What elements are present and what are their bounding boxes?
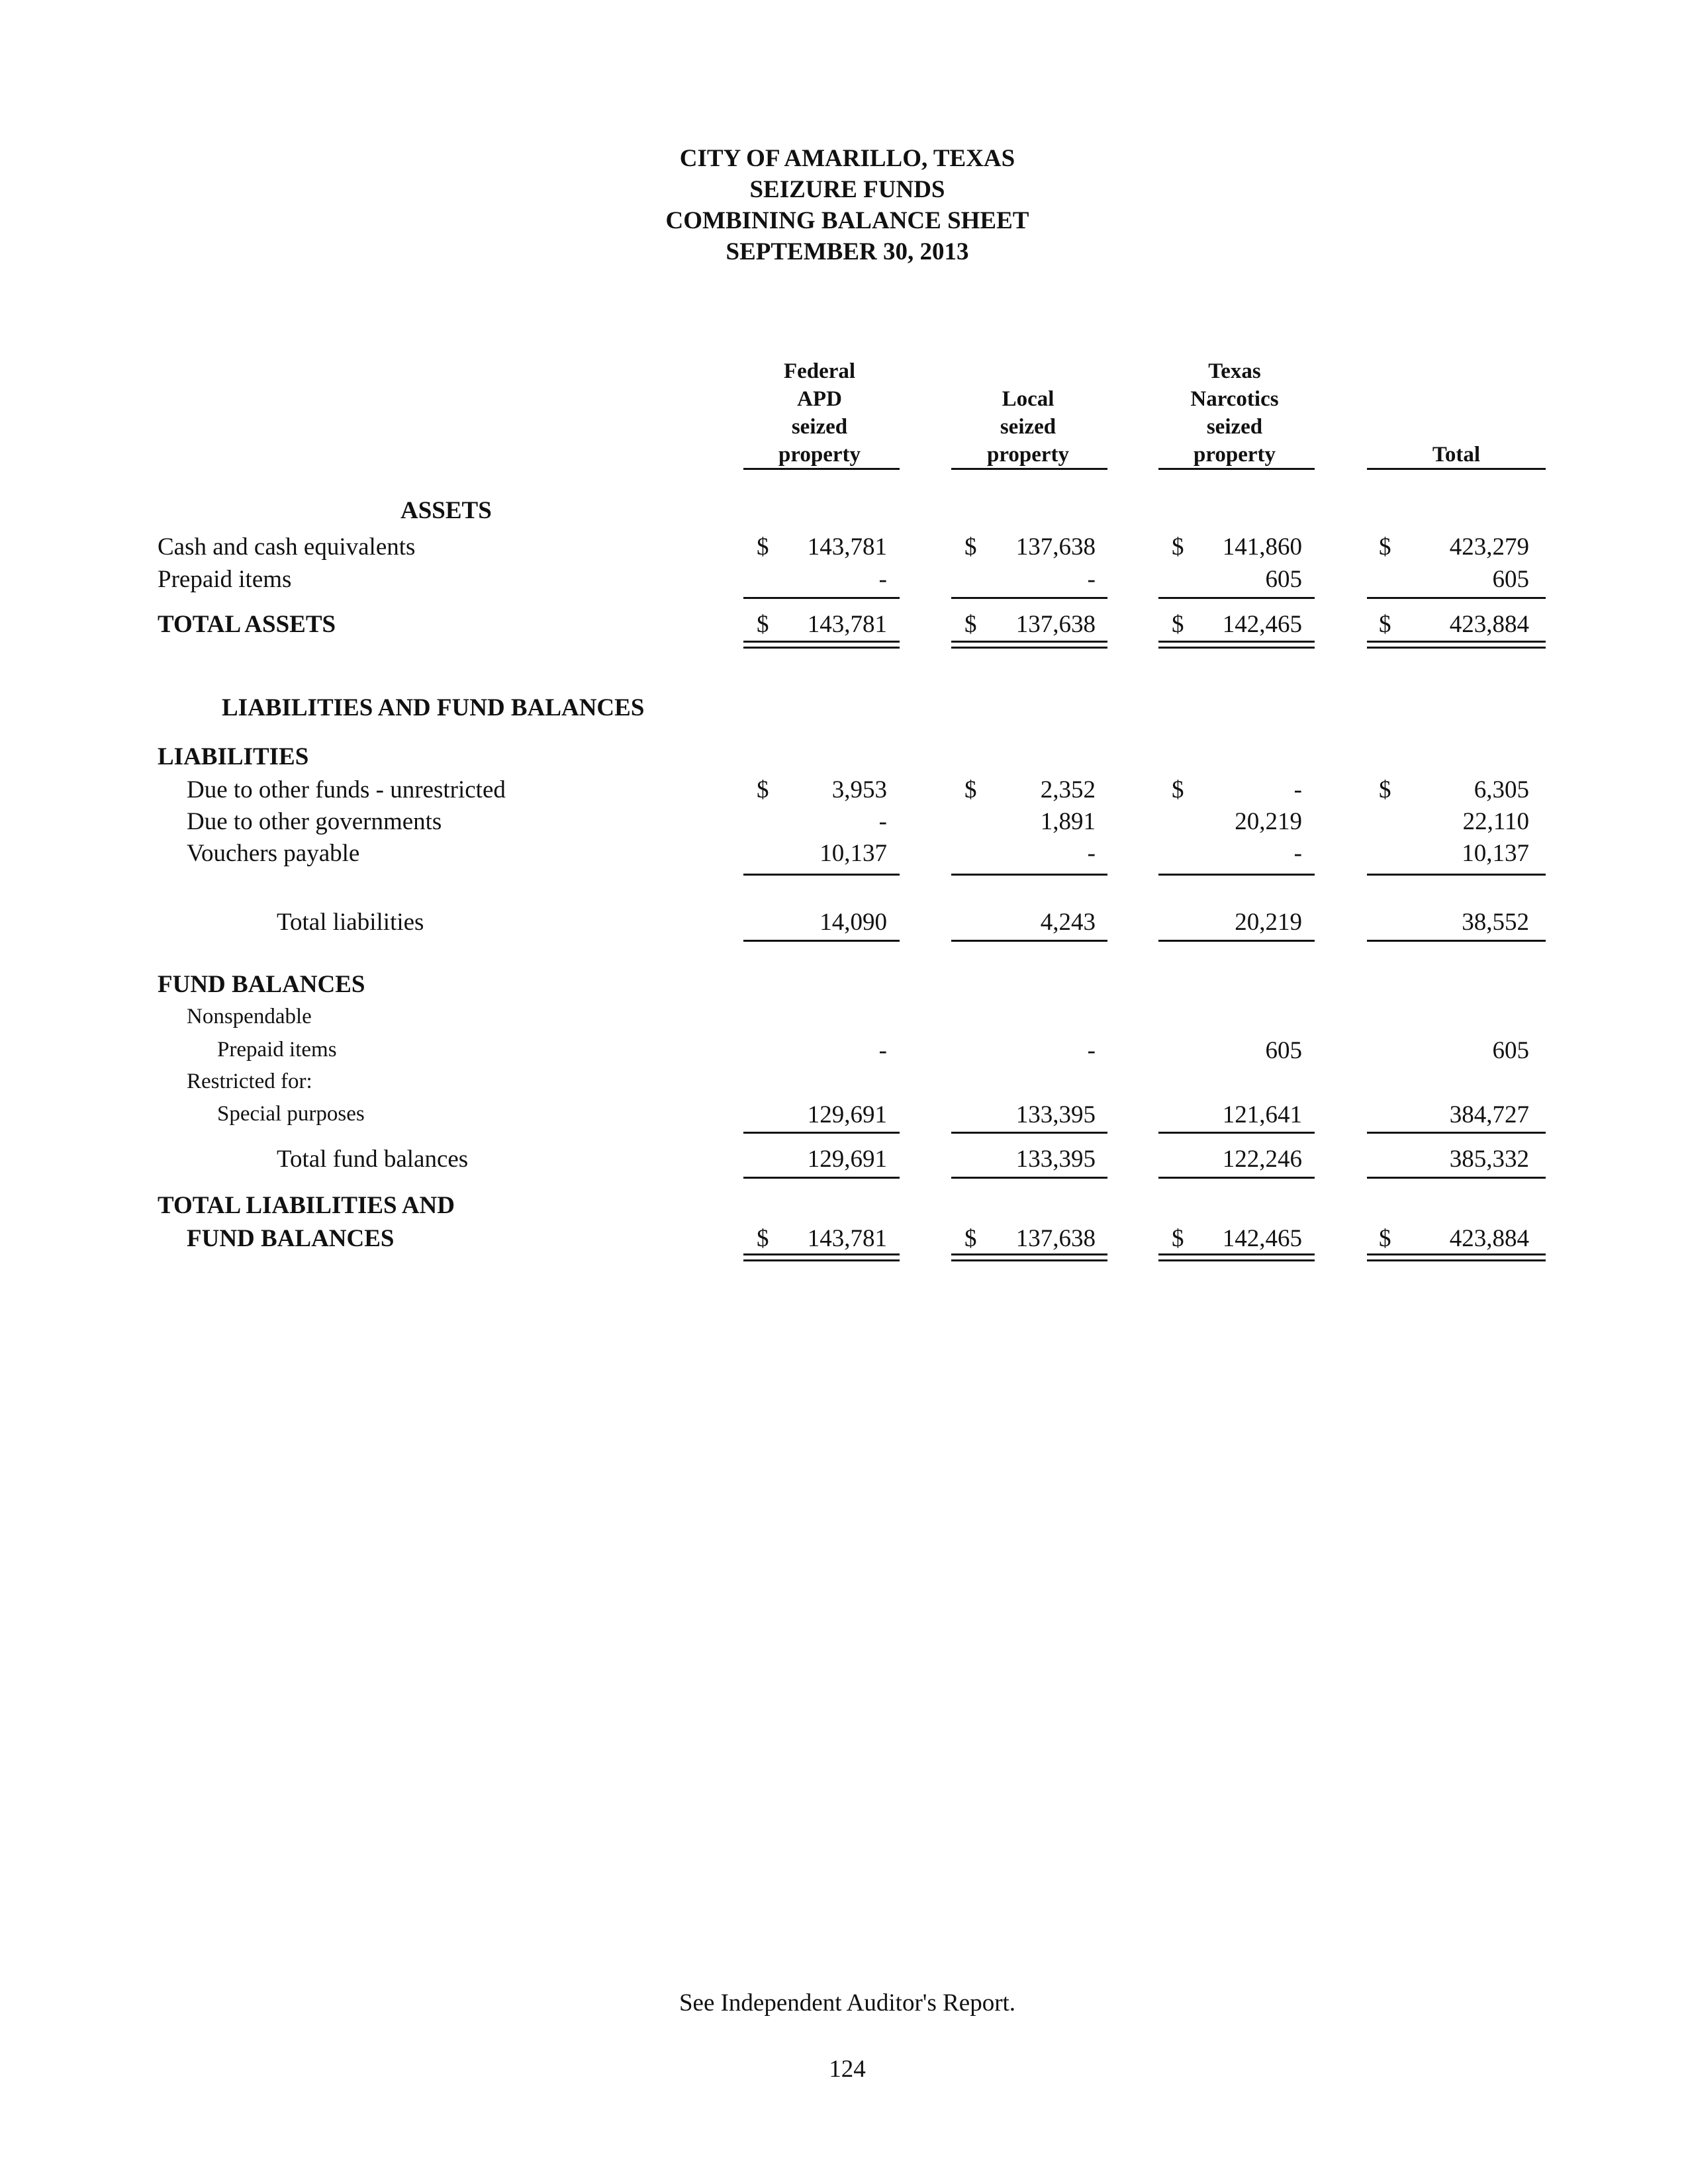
subtotal-rule (951, 940, 1107, 942)
currency-symbol: $ (964, 776, 977, 803)
section-heading-liabilities: LIABILITIES (158, 743, 309, 770)
cell-value: 129,691 (807, 1101, 887, 1128)
cell-value: 1,891 (1040, 808, 1096, 835)
header-underline (951, 468, 1107, 470)
title-line-city: CITY OF AMARILLO, TEXAS (679, 145, 1015, 172)
cell-value: - (878, 1037, 887, 1064)
total-double-rule (743, 641, 900, 649)
row-label-total-liabilities: Total liabilities (277, 909, 424, 936)
cell-value: 605 (1492, 1037, 1529, 1064)
cell-value: 10,137 (820, 840, 887, 867)
currency-symbol: $ (1172, 533, 1184, 561)
currency-symbol: $ (1172, 611, 1184, 638)
row-label-prepaid: Prepaid items (158, 566, 292, 593)
subtotal-rule (951, 874, 1107, 876)
cell-value: 6,305 (1474, 776, 1529, 803)
row-label-total-liabilities-fund-balances: TOTAL LIABILITIES AND (158, 1192, 455, 1219)
cell-value: 137,638 (1015, 611, 1096, 638)
row-label-cash: Cash and cash equivalents (158, 533, 416, 561)
row-label-vouchers: Vouchers payable (187, 840, 360, 867)
currency-symbol: $ (1379, 611, 1391, 638)
currency-symbol: $ (964, 611, 977, 638)
currency-symbol: $ (757, 533, 769, 561)
cell-value: 133,395 (1015, 1101, 1096, 1128)
cell-value: 137,638 (1015, 533, 1096, 561)
title-line-statement: COMBINING BALANCE SHEET (665, 207, 1029, 234)
report-title (0, 143, 1688, 267)
cell-value: 122,246 (1222, 1146, 1302, 1173)
subtotal-rule (1367, 874, 1546, 876)
cell-value: 22,110 (1462, 808, 1529, 835)
subtotal-rule (951, 1177, 1107, 1179)
row-label-total-fund-balances: Total fund balances (277, 1146, 469, 1173)
cell-value: - (1293, 840, 1302, 867)
page-number: 124 (829, 2056, 866, 2083)
subtotal-rule (1367, 940, 1546, 942)
cell-value: 423,884 (1449, 1225, 1529, 1252)
currency-symbol: $ (1172, 1225, 1184, 1252)
row-label-special-purposes: Special purposes (217, 1102, 365, 1126)
cell-value: 142,465 (1222, 611, 1302, 638)
currency-symbol: $ (1379, 1225, 1391, 1252)
section-heading-fund-balances: FUND BALANCES (158, 971, 365, 998)
cell-value: 423,884 (1449, 611, 1529, 638)
currency-symbol: $ (1172, 776, 1184, 803)
cell-value: 4,243 (1040, 909, 1096, 936)
cell-value: 20,219 (1235, 909, 1302, 936)
currency-symbol: $ (757, 776, 769, 803)
subtotal-rule (743, 940, 900, 942)
auditor-report-note: See Independent Auditor's Report. (679, 1989, 1016, 2017)
subtotal-rule (1158, 940, 1315, 942)
title-line-fund: SEIZURE FUNDS (749, 176, 945, 203)
subtotal-rule (951, 597, 1107, 599)
subtotal-rule (1367, 1132, 1546, 1134)
section-heading-liabilities-fund-balances: LIABILITIES AND FUND BALANCES (222, 694, 645, 721)
currency-symbol: $ (964, 1225, 977, 1252)
cell-value: 605 (1265, 566, 1302, 593)
section-heading-assets: ASSETS (400, 497, 492, 524)
subtotal-rule (1158, 874, 1315, 876)
subtotal-rule (1158, 597, 1315, 599)
total-double-rule (1158, 641, 1315, 649)
cell-value: 605 (1265, 1037, 1302, 1064)
subtotal-rule (1158, 1177, 1315, 1179)
subheading-nonspendable: Nonspendable (187, 1005, 312, 1028)
row-label-prepaid-items: Prepaid items (217, 1038, 337, 1062)
cell-value: - (1087, 840, 1096, 867)
total-double-rule (1158, 1253, 1315, 1261)
subtotal-rule (743, 1132, 900, 1134)
header-underline (1367, 468, 1546, 470)
currency-symbol: $ (964, 533, 977, 561)
cell-value: - (878, 808, 887, 835)
row-label-total-assets: TOTAL ASSETS (158, 611, 336, 638)
cell-value: 143,781 (807, 1225, 887, 1252)
cell-value: 384,727 (1449, 1101, 1529, 1128)
cell-value: 141,860 (1222, 533, 1302, 561)
cell-value: 14,090 (820, 909, 887, 936)
cell-value: 10,137 (1462, 840, 1529, 867)
subtotal-rule (743, 597, 900, 599)
currency-symbol: $ (757, 1225, 769, 1252)
total-double-rule (951, 1253, 1107, 1261)
cell-value: 20,219 (1235, 808, 1302, 835)
subtotal-rule (951, 1132, 1107, 1134)
cell-value: 142,465 (1222, 1225, 1302, 1252)
row-label-due-governments: Due to other governments (187, 808, 442, 835)
cell-value: - (1087, 566, 1096, 593)
subtotal-rule (743, 874, 900, 876)
column-header-total: Total (1432, 443, 1481, 467)
cell-value: - (878, 566, 887, 593)
cell-value: 3,953 (831, 776, 887, 803)
cell-value: 385,332 (1449, 1146, 1529, 1173)
subheading-restricted: Restricted for: (187, 1069, 312, 1093)
column-header-texas: Texas Narcotics seized property (1190, 359, 1279, 467)
cell-value: - (1087, 1037, 1096, 1064)
cell-value: 605 (1492, 566, 1529, 593)
cell-value: 129,691 (807, 1146, 887, 1173)
total-double-rule (1367, 1253, 1546, 1261)
cell-value: 2,352 (1040, 776, 1096, 803)
column-header-local: Local seized property (986, 387, 1070, 467)
row-label-due-funds: Due to other funds - unrestricted (187, 776, 506, 803)
cell-value: 38,552 (1462, 909, 1529, 936)
currency-symbol: $ (1379, 776, 1391, 803)
cell-value: 121,641 (1222, 1101, 1302, 1128)
subtotal-rule (1158, 1132, 1315, 1134)
cell-value: 143,781 (807, 533, 887, 561)
total-double-rule (743, 1253, 900, 1261)
title-line-date: SEPTEMBER 30, 2013 (726, 238, 969, 265)
row-label-total-liabilities-fund-balances-2: FUND BALANCES (187, 1225, 395, 1252)
cell-value: 133,395 (1015, 1146, 1096, 1173)
header-underline (1158, 468, 1315, 470)
cell-value: - (1293, 776, 1302, 803)
subtotal-rule (743, 1177, 900, 1179)
currency-symbol: $ (1379, 533, 1391, 561)
column-header-federal: Federal APD seized property (778, 359, 861, 467)
total-double-rule (951, 641, 1107, 649)
subtotal-rule (1367, 597, 1546, 599)
header-underline (743, 468, 900, 470)
cell-value: 143,781 (807, 611, 887, 638)
currency-symbol: $ (757, 611, 769, 638)
subtotal-rule (1367, 1177, 1546, 1179)
total-double-rule (1367, 641, 1546, 649)
cell-value: 137,638 (1015, 1225, 1096, 1252)
cell-value: 423,279 (1449, 533, 1529, 561)
